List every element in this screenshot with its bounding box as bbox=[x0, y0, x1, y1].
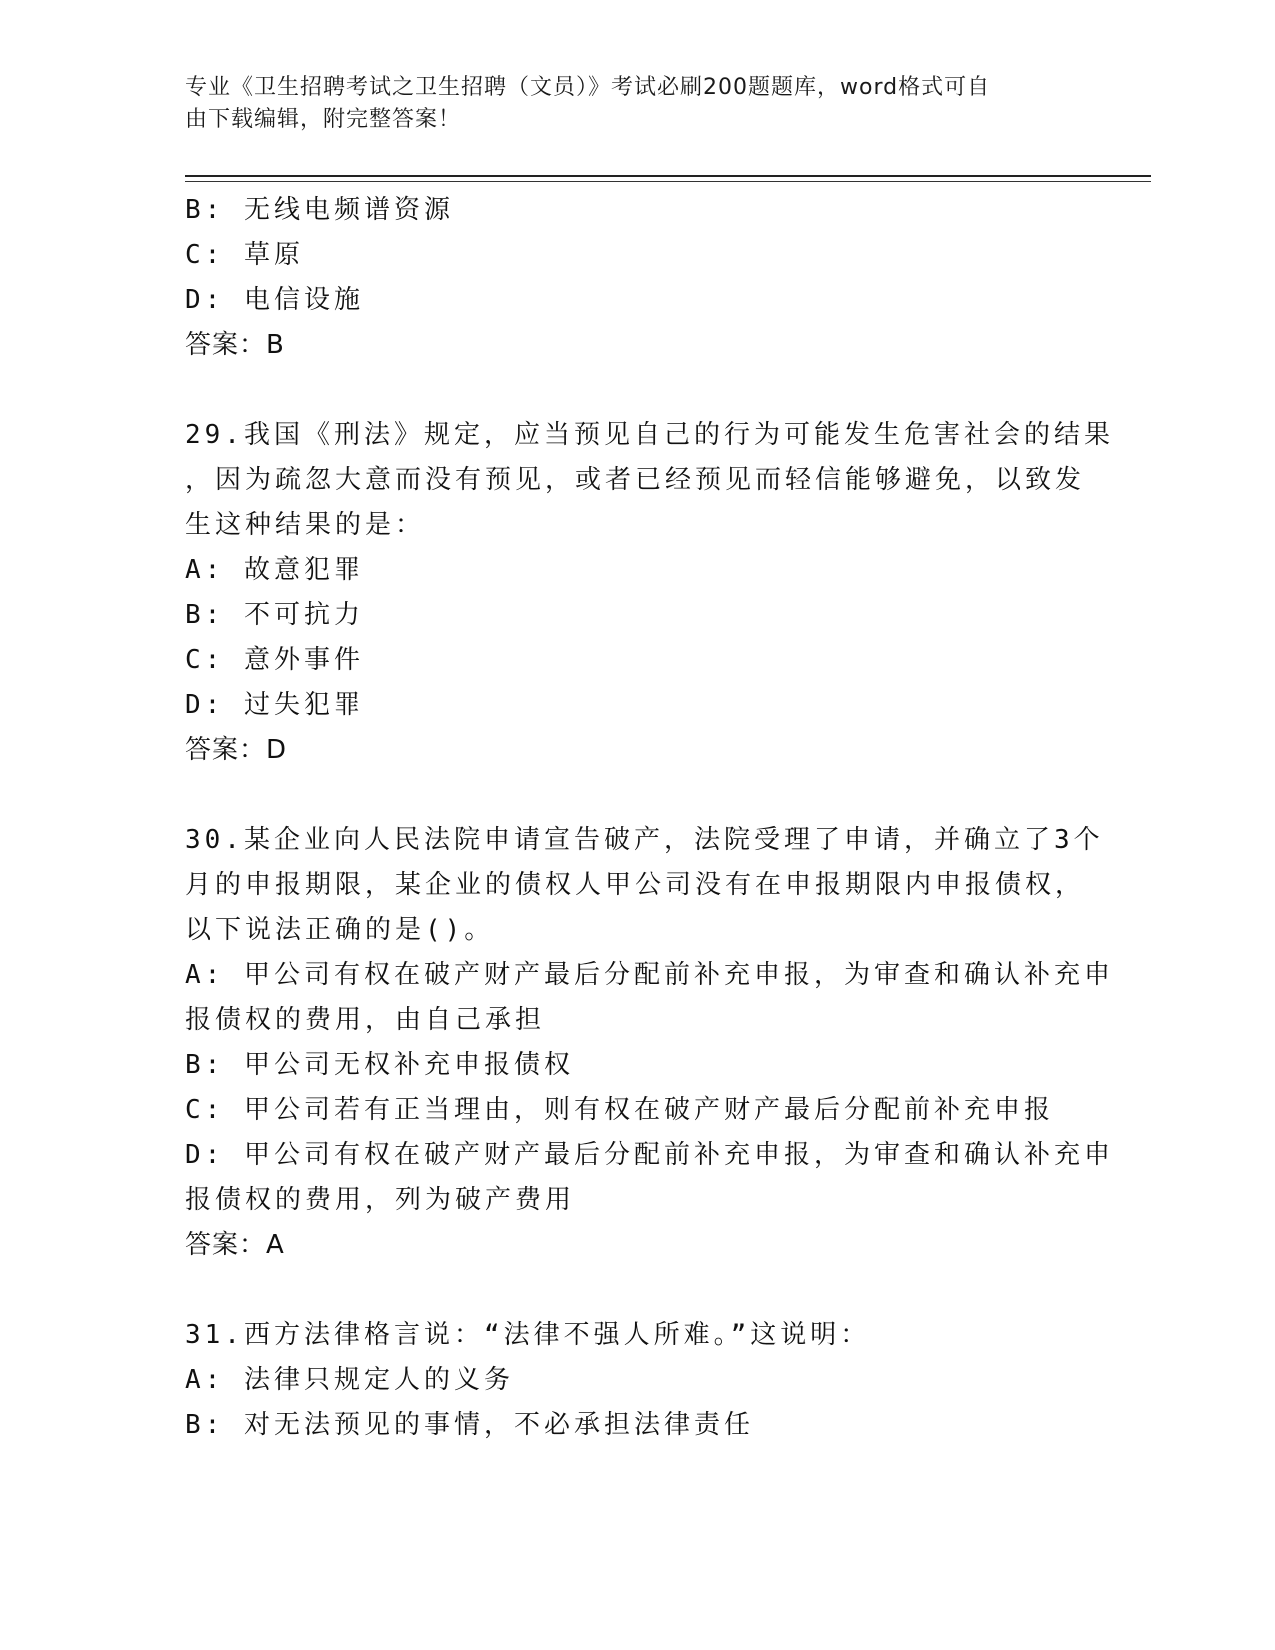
q29-stem-line-3: 生这种结果的是： bbox=[185, 510, 426, 540]
q28-answer: 答案：B bbox=[185, 330, 285, 360]
q28-option-c: C: 草原 bbox=[185, 240, 304, 270]
q30-option-a-line-2: 报债权的费用，由自己承担 bbox=[185, 1005, 546, 1035]
q28-option-d: D: 电信设施 bbox=[185, 285, 364, 315]
q30-answer: 答案：A bbox=[185, 1230, 285, 1260]
q31-option-a: A: 法律只规定人的义务 bbox=[185, 1365, 514, 1395]
q29-option-a: A: 故意犯罪 bbox=[185, 555, 364, 585]
q29-option-c: C: 意外事件 bbox=[185, 645, 364, 675]
header-line-1: 专业《卫生招聘考试之卫生招聘（文员）》考试必刷200题题库，word格式可自 bbox=[185, 75, 991, 100]
q30-option-b: B: 甲公司无权补充申报债权 bbox=[185, 1050, 574, 1080]
spacer bbox=[185, 773, 1085, 818]
spacer bbox=[185, 1268, 1085, 1313]
header-line-2: 由下载编辑，附完整答案！ bbox=[185, 107, 462, 132]
question-content bbox=[185, 188, 1114, 1448]
spacer bbox=[185, 368, 1085, 413]
q29-option-d: D: 过失犯罪 bbox=[185, 690, 364, 720]
q31-option-b: B: 对无法预见的事情，不必承担法律责任 bbox=[185, 1410, 754, 1440]
header-rule-thick bbox=[185, 175, 1151, 177]
q29-stem-line-1: 29.我国《刑法》规定，应当预见自己的行为可能发生危害社会的结果 bbox=[185, 420, 1114, 450]
q30-option-c: C: 甲公司若有正当理由，则有权在破产财产最后分配前补充申报 bbox=[185, 1095, 1054, 1125]
q29-option-b: B: 不可抗力 bbox=[185, 600, 364, 630]
q30-option-d-line-1: D: 甲公司有权在破产财产最后分配前补充申报，为审查和确认补充申 bbox=[185, 1140, 1114, 1170]
q31-stem-line-1: 31.西方法律格言说：“法律不强人所难。”这说明： bbox=[185, 1320, 871, 1350]
q30-option-d-line-2: 报债权的费用，列为破产费用 bbox=[185, 1185, 576, 1215]
q30-stem-line-3: 以下说法正确的是()。 bbox=[185, 915, 495, 945]
page-header bbox=[185, 72, 1065, 136]
q28-option-b: B: 无线电频谱资源 bbox=[185, 195, 454, 225]
q29-answer: 答案：D bbox=[185, 735, 288, 765]
q29-stem-line-2: ，因为疏忽大意而没有预见，或者已经预见而轻信能够避免，以致发 bbox=[185, 465, 1086, 495]
q30-stem-line-1: 30.某企业向人民法院申请宣告破产，法院受理了申请，并确立了3个 bbox=[185, 825, 1104, 855]
header-rule-thin bbox=[185, 181, 1151, 182]
q30-stem-line-2: 月的申报期限，某企业的债权人甲公司没有在申报期限内申报债权， bbox=[185, 870, 1086, 900]
q30-option-a-line-1: A: 甲公司有权在破产财产最后分配前补充申报，为审查和确认补充申 bbox=[185, 960, 1114, 990]
